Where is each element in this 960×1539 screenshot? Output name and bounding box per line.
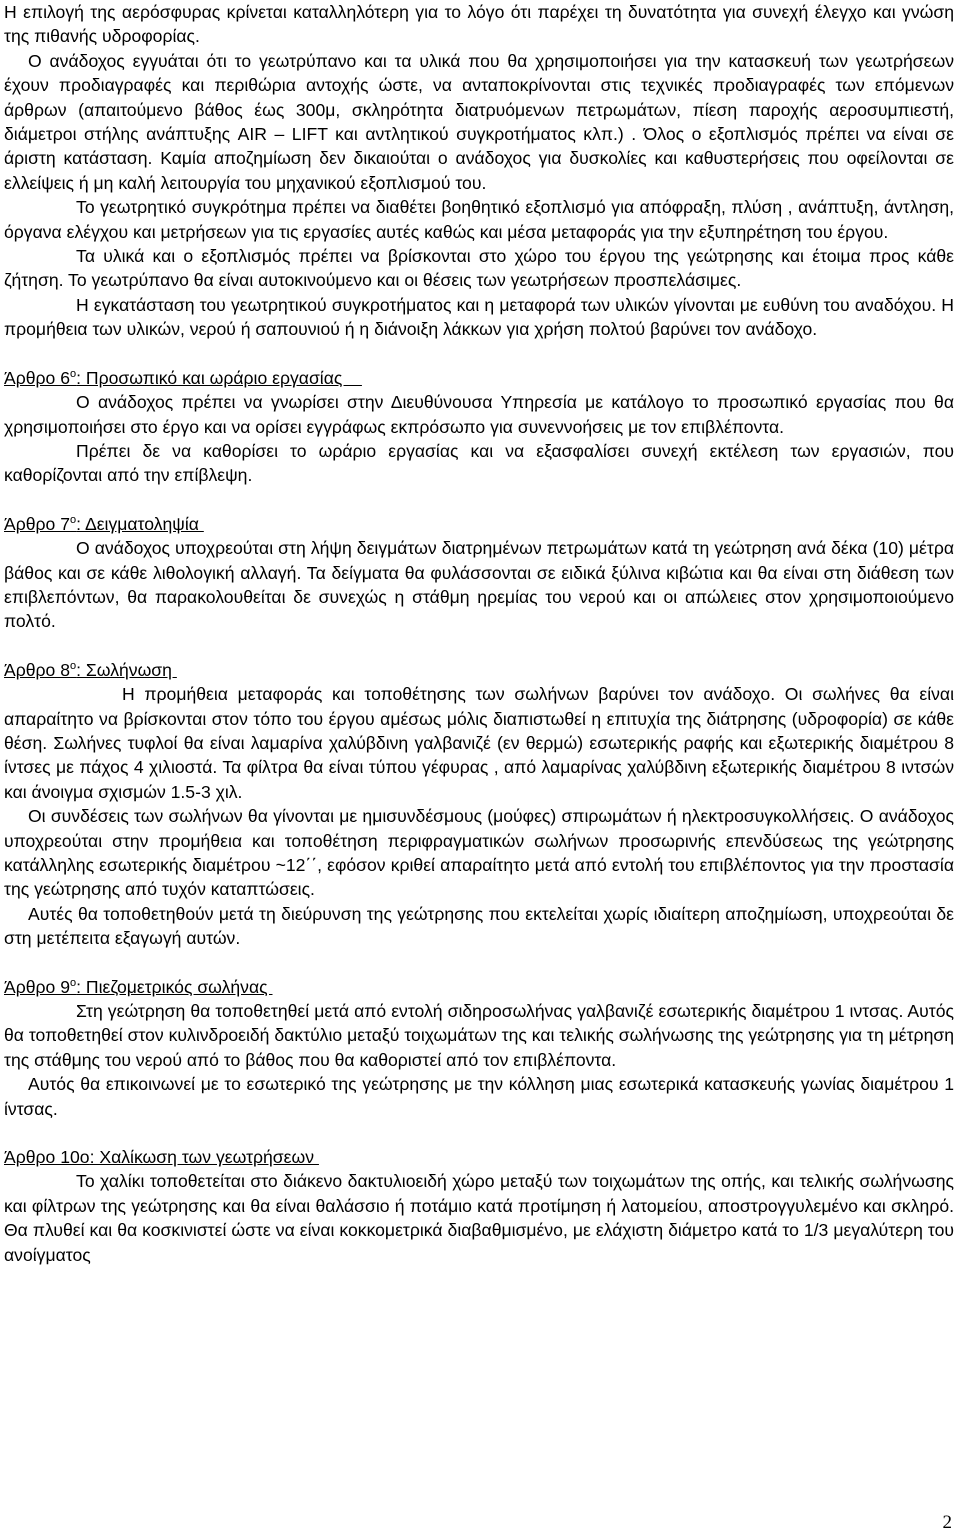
- article-8-ordinal: ο: [70, 659, 77, 672]
- intro-paragraph-5: Η εγκατάσταση του γεωτρητικού συγκροτήματος και η μεταφορά των υλικών γίνονται με ευθύνη του αναδόχου. Η προμήθεια των υλικών, νερού ή σαπουνιού ή η διάνοιξη λάκκων για χρήση πολτού βαρύνει τον ανάδοχο.: [4, 294, 954, 340]
- article-7-paragraph-1: Ο ανάδοχος υποχρεούται στη λήψη δειγμάτων διατρημένων πετρωμάτων κατά τη γεώτρηση ανά δέκα (10) μέτρα βάθος και σε κάθε λιθολογική αλλαγή. Τα δείγματα θα φυλάσσονται σε ειδικά ξύλινα κιβώτια και θα είναι στη διάθεση των επιβλεπόντων, θα παρακολουθείται δε συνεχώς η στάθμη ηρεμίας του νερού και οι απώλειες στον χρησιμοποιούμενο πολτό.: [4, 538, 954, 632]
- article-10-heading: [4, 1145, 954, 1169]
- article-8-paragraph-3: Αυτές θα τοποθετηθούν μετά τη διεύρυνση της γεώτρησης που εκτελείται χωρίς ιδιαίτερη αποζημίωση, υποχρεούται δε στη μετέπειτα εξαγωγή αυτών.: [4, 903, 954, 949]
- intro-paragraph-3: Το γεωτρητικό συγκρότημα πρέπει να διαθέτει βοηθητικό εξοπλισμό για απόφραξη, πλύση , ανάπτυξη, άντληση, όργανα ελέγχου και μετρήσεων για τις εργασίες αυτές καθώς και μέσα μεταφοράς για την εξυπηρέτηση του έργου.: [4, 197, 954, 242]
- article-6-heading: [4, 366, 954, 390]
- article-9-ordinal: ο: [70, 976, 77, 989]
- article-7-number: Άρθρο 7: [4, 513, 71, 534]
- intro-paragraph-2: Ο ανάδοχος εγγυάται ότι το γεωτρύπανο και τα υλικά που θα χρησιμοποιήσει για την κατασκευή των γεωτρήσεων έχουν προδιαγραφές και περιθώρια αντοχής ώστε, να ανταποκρίνονται στις τεχνικές προδιαγραφές των επόμενων άρθρων (απαιτούμενο βάθος έως 300μ, σκληρότητα διατρυόμενων πετρωμάτων, πίεση παροχής αεροσυμπιεστή, διάμετροι στήλης ανάπτυξης AIR – LIFT και αντλητικού συγκροτήματος κλπ.) . Όλος ο εξοπλισμός πρέπει να είναι σε άριστη κατάσταση. Καμία αποζημίωση δεν δικαιούται ο ανάδοχος για δυσκολίες και καθυστερήσεις που οφείλονται σε ελλείψεις ή μη καλή λειτουργία του μηχανικού εξοπλισμού του.: [4, 50, 954, 193]
- page-number: 2: [942, 1511, 952, 1533]
- intro-paragraph-1: Η επιλογή της αερόσφυρας κρίνεται καταλληλότερη για το λόγο ότι παρέχει τη δυνατότητα για συνεχή έλεγχο και γνώση της πιθανής υδροφορίας.: [4, 2, 954, 47]
- article-7-ordinal: ο: [70, 513, 77, 526]
- article-9-paragraph-2: Αυτός θα επικοινωνεί με το εσωτερικό της γεώτρησης με την κόλληση μιας εσωτερικά κατασκευής γωνίας διαμέτρου 1 ίντσας.: [4, 1074, 954, 1119]
- article-8-number: Άρθρο 8: [4, 659, 71, 680]
- article-6-paragraph-1: Ο ανάδοχος πρέπει να γνωρίσει στην Διευθύνουσα Υπηρεσία με κατάλογο το προσωπικό εργασίας που θα χρησιμοποιήσει στο έργο και να ορίσει εγγράφως εκπρόσωπο για συνεννοήσεις με τον επιβλέποντα.: [4, 392, 954, 437]
- article-6-title: : Προσωπικό και ωράριο εργασίας: [76, 367, 362, 388]
- article-10-title: : Χαλίκωση των γεωτρήσεων: [89, 1147, 319, 1168]
- document-body: [4, 0, 954, 1267]
- article-6-ordinal: ο: [70, 367, 77, 380]
- article-9-paragraph-1: Στη γεώτρηση θα τοποθετηθεί μετά από εντολή σιδηροσωλήνας γαλβανιζέ εσωτερικής διαμέτρου 1 ιντσας. Αυτός θα τοποθετηθεί στον κυλινδροειδή δακτύλιο μεταξύ τοιχωμάτων της και τελικής σωλήνωσης της γεώτρησης για τη μέτρηση της στάθμης του νερού από το βάθος που θα καθοριστεί από τον επιβλέποντα.: [4, 1001, 954, 1070]
- article-9-heading: [4, 975, 954, 999]
- article-9-title: : Πιεζομετρικός σωλήνας: [76, 976, 273, 997]
- article-6-paragraph-2: Πρέπει δε να καθορίσει το ωράριο εργασίας και να εξασφαλίσει συνεχή εκτέλεση των εργασιών, που καθορίζονται από την επίβλεψη.: [4, 440, 954, 486]
- intro-paragraph-4: Τα υλικά και ο εξοπλισμός πρέπει να βρίσκονται στο χώρο του έργου της γεώτρησης και έτοιμα προς κάθε ζήτηση. Το γεωτρύπανο θα είναι αυτοκινούμενο και οι θέσεις των γεωτρήσεων προσπελάσιμες.: [4, 246, 954, 291]
- article-10-paragraph-1: Το χαλίκι τοποθετείται στο διάκενο δακτυλιοειδή χώρο μεταξύ των τοιχωμάτων της οπής, και τελικής σωλήνωσης και φίλτρων της γεώτρησης και θα είναι θαλάσσιο ή ποτάμιο κατά προτίμηση ή λατομείου, αποστρογγυλεμένο και σκληρό. Θα πλυθεί και θα κοσκινιστεί ώστε να είναι κοκκομετρικά διαβαθμισμένο, με ελάχιστη διάμετρο κατά το 1/3 μεγαλύτερη του ανοίγματος: [4, 1171, 954, 1265]
- article-7-heading: [4, 512, 954, 536]
- article-10-number: Άρθρο 10ο: [4, 1147, 90, 1168]
- article-8-title: : Σωλήνωση: [76, 659, 177, 680]
- article-9-number: Άρθρο 9: [4, 976, 71, 997]
- article-7-title: : Δειγματοληψία: [76, 513, 204, 534]
- article-8-paragraph-1: Η προμήθεια μεταφοράς και τοποθέτησης των σωλήνων βαρύνει τον ανάδοχο. Οι σωλήνες θα είναι απαραίτητο να βρίσκονται στον τόπο του έργου αμέσως μόλις διαπιστωθεί η επιτυχία της διάτρησης (υδροφορία) σε κάθε θέση. Σωλήνες τυφλοί θα είναι λαμαρίνα χαλύβδινη γαλβανιζέ (εν θερμώ) εσωτερικής ραφής και εξωτερικής διαμέτρου 8 ίντσες με πάχος 4 χιλιοστά. Τα φίλτρα θα είναι τύπου γέφυρας , από λαμαρίνας χαλύβδινη εξωτερικής διαμέτρου 8 ιντσών και άνοιγμα σχισμών 1.5-3 χιλ.: [4, 684, 954, 802]
- article-6-number: Άρθρο 6: [4, 367, 71, 388]
- article-8-heading: [4, 658, 954, 682]
- article-8-paragraph-2: Οι συνδέσεις των σωλήνων θα γίνονται με ημισυνδέσμους (μούφες) σπιρωμάτων ή ηλεκτροσυγκολλήσεις. Ο ανάδοχος υποχρεούται στην προμήθεια και τοποθέτηση περιφραγματικών σωλήνων προσωρινής επενδύσεως της γεώτρησης κατάλληλης εσωτερικής διαμέτρου ~12΄΄, εφόσον κριθεί απαραίτητο μετά από εντολή του επιβλέποντος για την προστασία της γεώτρησης από τυχόν καταπτώσεις.: [4, 806, 954, 900]
